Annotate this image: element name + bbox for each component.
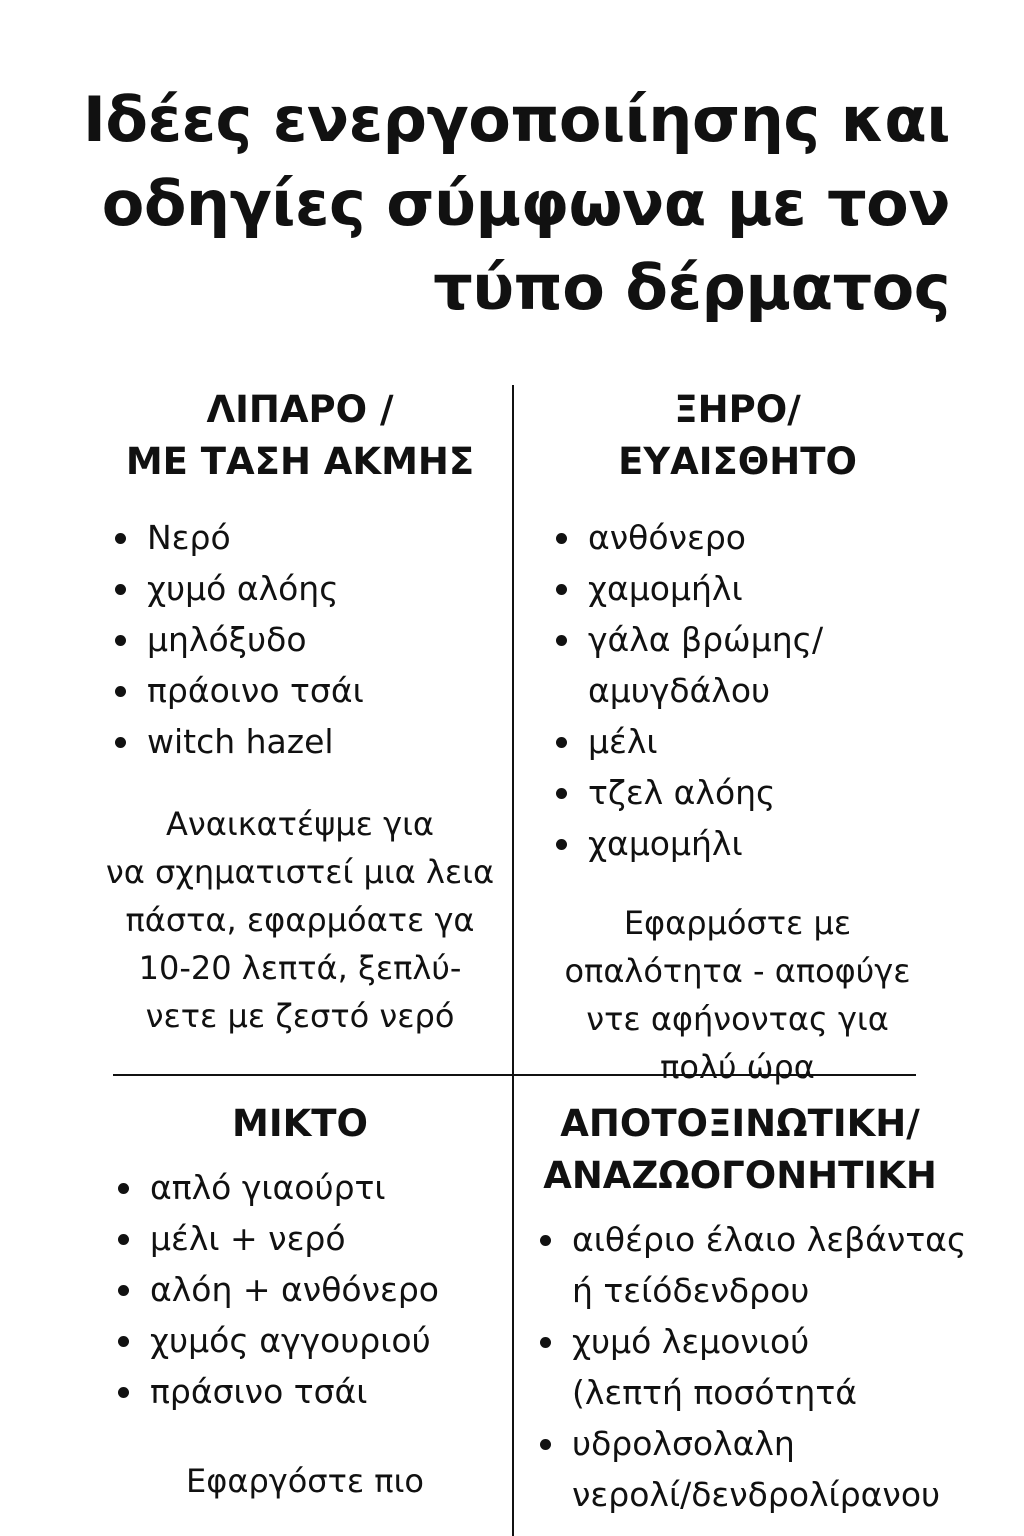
heading-line: ΑΠΟΤΟΞΙΝΩΤΙΚΗ/ [560, 1102, 920, 1145]
vertical-divider [512, 385, 514, 1536]
note-line: 10-20 λεπτά, ξεπλύ- [138, 949, 462, 987]
list-item: χαμομήλι [553, 818, 945, 869]
dry-skin-section [545, 384, 945, 1091]
list-item: ανθόνερο [553, 512, 945, 563]
heading-line: ΕΥΑΙΣΘΗΤΟ [618, 440, 857, 483]
list-item-line: αμυγδάλου [588, 671, 771, 710]
dry-ingredients-list [553, 512, 945, 869]
list-item: Νερό [112, 512, 495, 563]
combination-instructions [105, 1457, 505, 1505]
dry-instructions [530, 899, 945, 1091]
detox-ingredients-list [537, 1214, 995, 1520]
title-line-2: οδηγίες σύμφωνα με τον [101, 167, 950, 240]
combination-ingredients-list [115, 1162, 505, 1417]
detox-section [525, 1098, 995, 1520]
list-item: μέλι [553, 716, 945, 767]
title-line-3: τύπο δέρματος [433, 251, 950, 324]
list-item [537, 1316, 995, 1418]
note-line: να σχηματιστεί μια λεια [105, 853, 495, 891]
list-item-line: υδρολσολαλη [572, 1424, 795, 1463]
heading-line: ΛΙΠΑΡΟ / [206, 388, 394, 431]
title-line-1: Ιδέες ενεργοποιίησης και [82, 83, 950, 156]
detox-heading [525, 1098, 955, 1202]
oily-skin-section [105, 384, 495, 1040]
combination-skin-heading [90, 1098, 510, 1150]
list-item-line: χυμό λεμονιού [572, 1322, 810, 1361]
oily-instructions [105, 800, 495, 1040]
list-item [537, 1418, 995, 1520]
list-item-line: νερολί/δενδρολίρανου [572, 1475, 941, 1514]
note-line: Εφαργόστε πιο [186, 1462, 424, 1500]
list-item [537, 1214, 995, 1316]
list-item: απλό γιαούρτι [115, 1162, 505, 1213]
note-line: πολύ ώρα [660, 1048, 815, 1086]
list-item-line: ή τείόδενδρου [572, 1271, 810, 1310]
note-line: ντε αφήνοντας για [586, 1000, 889, 1038]
list-item: χυμό αλόης [112, 563, 495, 614]
note-line: Εφαρμόστε με [623, 904, 852, 942]
note-line: νετε με ζεστό νερό [145, 997, 455, 1035]
note-line: οπαλότητα - αποφύγε [564, 952, 911, 990]
list-item: χυμός αγγουριού [115, 1315, 505, 1366]
list-item: μηλόξυδο [112, 614, 495, 665]
oily-skin-heading [105, 384, 495, 488]
list-item: χαμομήλι [553, 563, 945, 614]
list-item [553, 614, 945, 716]
heading-line: ΜΙΚΤΟ [232, 1102, 368, 1145]
heading-line: ΜΕ ΤΑΣΗ ΑΚΜΗΣ [125, 440, 475, 483]
page-title [0, 78, 950, 330]
list-item: witch hazel [112, 716, 495, 767]
list-item: πράοινο τσάι [112, 665, 495, 716]
list-item: αλόη + ανθόνερο [115, 1264, 505, 1315]
oily-ingredients-list [112, 512, 495, 767]
note-line: Αναικατέψμε για [166, 805, 434, 843]
combination-skin-section [105, 1098, 505, 1505]
list-item: τζελ αλόης [553, 767, 945, 818]
list-item-line: (λεπτή ποσότητά [572, 1373, 857, 1412]
heading-line: ΞΗΡΟ/ [674, 388, 801, 431]
dry-skin-heading [530, 384, 945, 488]
list-item: μέλι + νερό [115, 1213, 505, 1264]
list-item-line: γάλα βρώμης/ [588, 620, 824, 659]
note-line: πάστα, εφαρμόατε γα [125, 901, 475, 939]
list-item-line: αιθέριο έλαιο λεβάντας [572, 1220, 967, 1259]
list-item: πράσινο τσάι [115, 1366, 505, 1417]
heading-line: ΑΝΑΖΩΟΓΟΝΗΤΙΚΗ [543, 1154, 937, 1197]
